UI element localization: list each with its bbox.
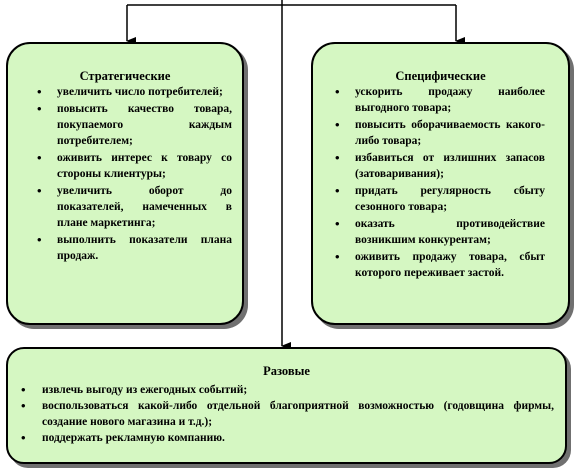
list-item: • увеличить число потребителей; — [57, 84, 232, 100]
list-item: • воспользоваться какой-либо отдельной благоприятной возможностью (годовщина фирмы, создание нового магазина и т.д.); — [42, 398, 554, 430]
strategic-title: Стратегические — [79, 69, 171, 83]
list-item: • увеличить оборот до показателей, намеченных в плане маркетинга; — [57, 183, 232, 231]
one-time-box — [6, 347, 567, 464]
specific-title: Специфические — [395, 69, 486, 83]
list-item: • придать регулярность сбыту сезонного товара; — [355, 183, 545, 215]
list-item: • повысить оборачиваемость какого-либо товара; — [355, 117, 545, 149]
strategic-list — [57, 84, 232, 265]
list-item: • избавиться от излишних запасов (затоваривания); — [355, 150, 545, 182]
list-item: • извлечь выгоду из ежегодных событий; — [42, 382, 554, 398]
specific-list — [355, 84, 545, 282]
list-item: • поддержать рекламную компанию. — [42, 430, 554, 446]
list-item: • оживить продажу товара, сбыт которого переживает застой. — [355, 249, 545, 281]
list-item: • оказать противодействие возникшим конкурентам; — [355, 216, 545, 248]
strategic-box — [6, 42, 244, 325]
list-item: • выполнить показатели плана продаж. — [57, 232, 232, 264]
list-item: • оживить интерес к товару со стороны клиентуры; — [57, 150, 232, 182]
list-item: • ускорить продажу наиболее выгодного товара; — [355, 84, 545, 116]
list-item: • повысить качество товара, покупаемого каждым потребителем; — [57, 101, 232, 149]
one-time-title: Разовые — [263, 364, 310, 378]
specific-box — [311, 42, 570, 325]
one-time-list — [42, 382, 554, 446]
